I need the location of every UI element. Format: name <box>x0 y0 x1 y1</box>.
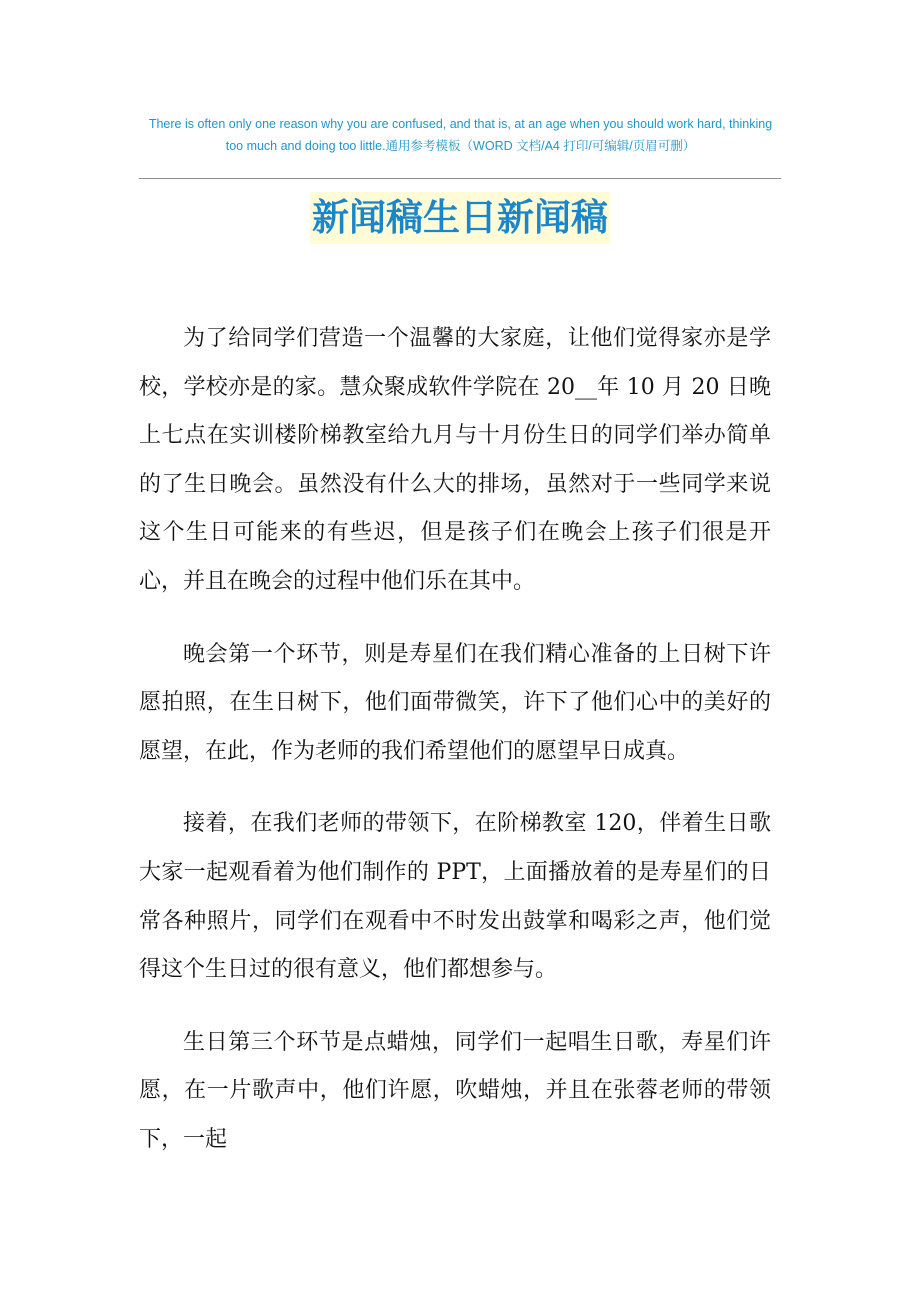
header-divider <box>139 178 781 179</box>
header-note: There is often only one reason why you are confused, and that is, at an age when you should work hard, thinking too much and doing too little.通用参考模板（WORD 文档/A4 打印/可编辑/页眉可删） <box>148 117 773 153</box>
paragraph-4: 生日第三个环节是点蜡烛，同学们一起唱生日歌，寿星们许愿，在一片歌声中，他们许愿，吹蜡烛，并且在张蓉老师的带领下，一起 <box>139 1029 771 1152</box>
paragraph-1: 为了给同学们营造一个温馨的大家庭，让他们觉得家亦是学校，学校亦是的家。慧众聚成软件学院在 20__年 10 月 20 日晚上七点在实训楼阶梯教室给九月与十月份生日的同学们举办简单的了生日晚会。虽然没有什么大的排场，虽然对于一些同学来说这个生日可能来的有些迟，但是孩子们在晚会上孩子们很是开心，并且在晚会的过程中他们乐在其中。 <box>139 326 771 594</box>
document-body <box>139 315 771 1189</box>
document-title: 新闻稿生日新闻稿 <box>310 192 610 244</box>
paragraph-2: 晚会第一个环节，则是寿星们在我们精心准备的上日树下许愿拍照，在生日树下，他们面带微笑，许下了他们心中的美好的愿望，在此，作为老师的我们希望他们的愿望早日成真。 <box>139 641 771 764</box>
paragraph-3: 接着，在我们老师的带领下，在阶梯教室 120，伴着生日歌大家一起观看着为他们制作的 PPT，上面播放着的是寿星们的日常各种照片，同学们在观看中不时发出鼓掌和喝彩之声，他们觉得这个生日过的很有意义，他们都想参与。 <box>139 811 771 983</box>
title-container <box>0 192 920 244</box>
